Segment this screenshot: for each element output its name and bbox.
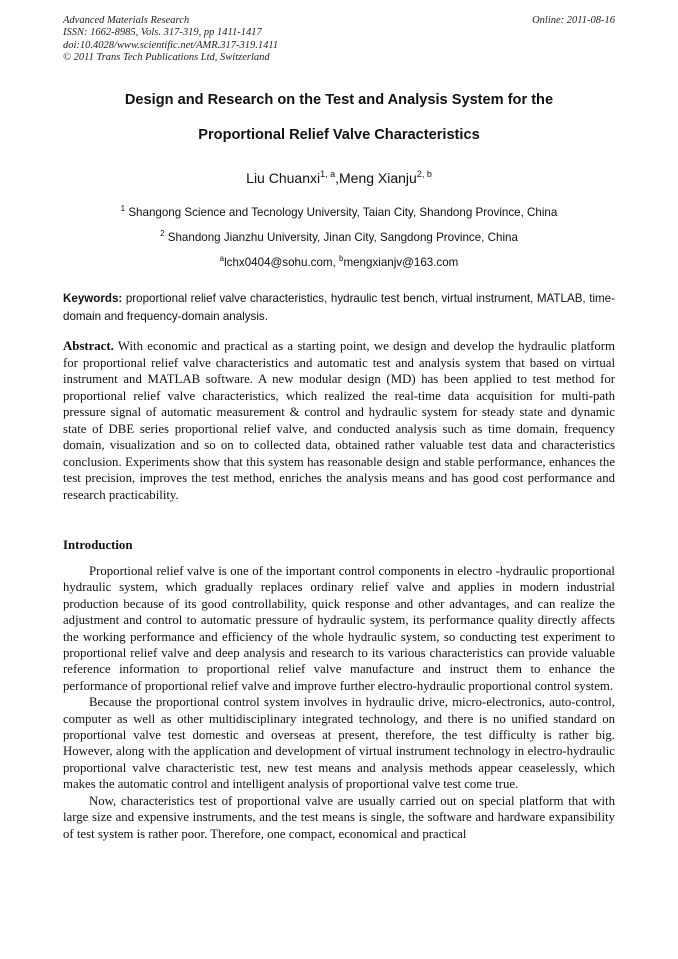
journal-header xyxy=(63,15,615,65)
abstract-label: Abstract. xyxy=(63,339,114,353)
author-emails xyxy=(63,254,615,269)
keywords-label: Keywords: xyxy=(63,292,123,305)
copyright-line: © 2011 Trans Tech Publications Ltd, Switzerland xyxy=(63,52,270,64)
email-a-marker: a xyxy=(219,254,225,263)
author-2: Meng Xianju xyxy=(339,170,417,186)
author-separator: , xyxy=(335,170,339,186)
paper-title-line-2: Proportional Relief Valve Characteristics xyxy=(198,127,480,143)
email-b-marker: b xyxy=(339,254,344,263)
affiliation-1-marker: 1 xyxy=(120,204,126,213)
doi-line: doi:10.4028/www.scientific.net/AMR.317-319.1411 xyxy=(63,39,279,51)
author-list xyxy=(63,169,615,186)
affiliation-2-text: Shandong Jianzhu University, Jinan City, Sangdong Province, China xyxy=(164,231,518,244)
author-1: Liu Chuanxi xyxy=(246,170,321,186)
keywords-block xyxy=(63,290,615,326)
abstract-text: With economic and practical as a starting point, we design and develop the hydraulic platform for proportional relief valve characteristics and automatic test and analysis system that based on virtual instrument and MATLAB software. A new modular design (MD) has been applied to test method for proportional relief valve characteristics, which realized the real-time data acquisition for multi-path pressure signal of automatic measurement & control and hydraulic system for steady state and dynamic state of DBE series proportional relief valve, and conducted analysis such as time domain, frequency domain, visualization and so on to collected data, obtained rather valuable test data and characteristics conclusion. Experiments show that this system has reasonable design and stable performance, enhances the test precision, improves the test method, enriches the analysis means and has good cost performance and research practicability. xyxy=(63,339,615,502)
author-2-marker: 2, b xyxy=(416,169,432,179)
introduction-heading: Introduction xyxy=(63,538,133,552)
online-date: Online: 2011-08-16 xyxy=(532,15,615,26)
email-a-link[interactable]: lchx0404@sohu.com, xyxy=(224,256,339,269)
author-1-marker: 1, a xyxy=(320,169,336,179)
affiliation-2 xyxy=(63,229,615,244)
journal-name: Advanced Materials Research xyxy=(63,15,190,26)
intro-paragraph-3: Now, characteristics test of proportional valve are usually carried out on special platform that with large size and expensive instruments, and the test means is single, the software and hardware expansibility of test system is rather poor. Therefore, one compact, economical and practical xyxy=(63,793,615,841)
keywords-text: proportional relief valve characteristics, hydraulic test bench, virtual instrument, MATLAB, time-domain and frequency-domain analysis. xyxy=(63,292,615,323)
affiliation-2-marker: 2 xyxy=(160,229,165,238)
affiliation-1-text: Shangong Science and Tecnology University, Taian City, Shandong Province, China xyxy=(125,206,558,219)
introduction-body xyxy=(63,563,615,842)
email-b-link[interactable]: mengxianjv@163.com xyxy=(343,256,459,269)
affiliation-1 xyxy=(63,204,615,219)
intro-paragraph-1: Proportional relief valve is one of the important control components in electro -hydraulic proportional hydraulic system, which gradually replaces ordinary relief valve and applies in modern industrial production because of its good controllability, quick response and other advantages, and can realize the adjustment and control to automatic pressure of hydraulic system, its performance quality directly affects the working performance and efficiency of the whole hydraulic system, so conducting test experiment to proportional relief valve and deep analysis and research to its various characteristics can provide valuable reference information to proportional relief valve manufacture and instruct them to enhance the performance of proportional relief valve and improve further electro-hydraulic proportional control system. xyxy=(63,564,615,693)
abstract-block xyxy=(63,338,615,503)
paper-title-line-1: Design and Research on the Test and Analysis System for the xyxy=(124,92,554,108)
issn-line: ISSN: 1662-8985, Vols. 317-319, pp 1411-1417 xyxy=(63,27,262,39)
intro-paragraph-2: Because the proportional control system involves in hydraulic drive, micro-electronics, auto-control, computer as well as other multidisciplinary integrated technology, and there is no unified standard on proportional valve test domestic and overseas at present, therefore, the test difficulty is rather big. However, along with the application and development of virtual instrument technology in electro-hydraulic proportional valve characteristic test, new test means and analysis methods appear ceaselessly, which makes the automatic control and intelligent analysis of proportional valve test come true. xyxy=(63,695,615,792)
